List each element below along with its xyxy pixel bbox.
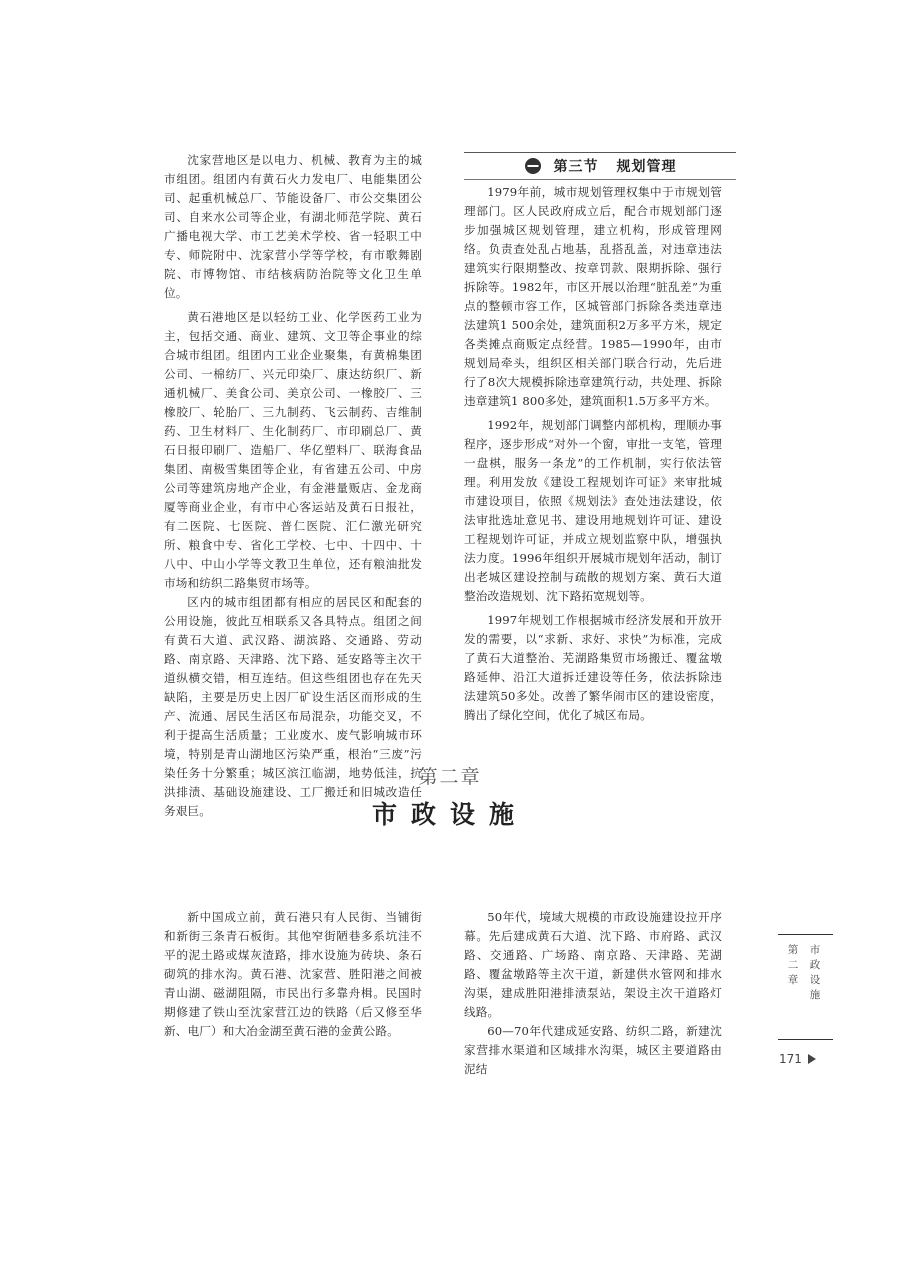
page-arrow-icon [808, 1054, 816, 1064]
paragraph: 新中国成立前，黄石港只有人民街、当铺街和新街三条青石板街。其他窄街陋巷多系坑洼不平的泥土路或煤灰渣路，排水设施为砖块、条石砌筑的排水沟。黄石港、沈家营、胜阳港之间被青山湖、磁湖阻隔，市民出行多靠舟楫。民国时期修建了铁山至沈家营江边的铁路（后又修至华新、电厂）和大冶金湖至黄石港的金黄公路。 [164, 910, 422, 1038]
paragraph: 1997年规划工作根据城市经济发展和开放开发的需要，以“求新、求好、求快”为标准，完成了黄石大道整治、芜湖路集贸市场搬迁、覆盆墩路延伸、沿江大道拆迁建设等任务，依法拆除违法建筑50多处。改善了繁华闹市区的建设密度，腾出了绿化空间，优化了城区布局。 [464, 613, 722, 722]
page-number-text: 171 [779, 1052, 802, 1066]
paragraph: 60—70年代建成延安路、纺织二路，新建沈家营排水渠道和区域排水沟渠，城区主要道路由泥结 [464, 1024, 722, 1076]
paragraph: 1992年，规划部门调整内部机构，理顺办事程序，逐步形成“对外一个窗，审批一支笔，管理一盘棋，服务一条龙”的工作机制，实行依法管理。利用发放《建设工程规划许可证》来审批城市建设项目，依照《规划法》查处违法建设，依法审批选址意见书、建设用地规划许可证、建设工程规划许可证，并成立规划监察中队，增强执法力度。1996年组织开展城市规划年活动，制订出老城区建设控制与疏散的规划方案、黄石大道整治改造规划、沈下路拓宽规划等。 [464, 418, 722, 603]
section-title: 规划管理 [616, 159, 677, 175]
page-number [779, 1052, 816, 1066]
side-tab-title: 市政设施 [809, 944, 821, 1001]
paragraph: 区内的城市组团都有相应的居民区和配套的公用设施，彼此互相联系又各具特点。组团之间有黄石大道、武汉路、湖滨路、交通路、劳动路、南京路、天津路、沈下路、延安路等主次干道纵横交错，相互连结。但这些组团也存在先天缺陷，主要是历史上因厂矿设生活区而形成的生产、流通、居民生活区布局混杂，功能交叉，不利于提高生活质量；工业废水、废气影响城市环境，特别是青山湖地区污染严重，根治“三废”污染任务十分繁重；城区滨江临湖，地势低洼，抗洪排渍、基础设施建设、工厂搬迁和旧城改造任务艰巨。 [164, 595, 422, 818]
top-left-column [164, 151, 422, 821]
paragraph: 50年代，境域大规模的市政设施建设拉开序幕。先后建成黄石大道、沈下路、市府路、武汉路、交通路、广场路、南京路、天津路、芜湖路、覆盆墩路等主次干道，新建供水管网和排水沟渠，建成胜阳港排渍泵站，架设主次干道路灯线路。 [464, 910, 722, 1019]
top-right-column [464, 183, 722, 725]
paragraph: 黄石港地区是以轻纺工业、化学医药工业为主，包括交通、商业、建筑、文卫等企事业的综合城市组团。组团内工业企业聚集，有黄棉集团公司、一棉纺厂、兴元印染厂、康达纺织厂、新通机械厂、美食公司、美京公司、一橡胶厂、三橡胶厂、轮胎厂、三九制药、飞云制药、吉维制药、卫生材料厂、生化制药厂、市印刷总厂、黄石日报印刷厂、造船厂、华亿塑料厂、联海食品集团、南极雪集团等企业，有省建五公司、中房公司等建筑房地产企业，有金港量贩店、金龙商厦等商业企业，有市中心客运站及黄石日报社，有二医院、七医院、普仁医院、汇仁激光研究所、粮食中专、省化工学校、七中、十四中、十八中、中山小学等文教卫生单位，还有粮油批发市场和纺织二路集贸市场等。 [164, 310, 422, 590]
section-heading [464, 152, 736, 180]
bottom-right-column [464, 908, 722, 1079]
chapter-title: 市政设施 [371, 800, 528, 829]
paragraph: 1979年前，城市规划管理权集中于市规划管理部门。区人民政府成立后，配合市规划部门逐步加强城区规划管理，建立机构，形成管理网络。负责查处乱占地基，乱搭乱盖，对违章违法建筑实行限期整改、按章罚款、限期拆除、强行拆除等。1982年，市区开展以治理“脏乱差”为重点的整顿市容工作，区城管部门拆除各类违章违法建筑1 500余处，建筑面积2万多平方米，规定各类摊点商贩定点经营。1985—1990年，由市规划局牵头，组织区相关部门联合行动，先后进行了8次大规模拆除违章建筑行动，共处理、拆除违章建筑1 800多处，建筑面积1.5万多平方米。 [464, 185, 722, 408]
chapter-number: 第二章 [418, 766, 482, 788]
chapter-side-tab [778, 934, 833, 1040]
bottom-left-column [164, 908, 422, 1041]
side-tab-chapter: 第二章 [787, 944, 799, 986]
section-emblem-icon [524, 157, 542, 175]
section-number: 第三节 [553, 159, 599, 175]
paragraph: 沈家营地区是以电力、机械、教育为主的城市组团。组团内有黄石火力发电厂、电能集团公司、起重机械总厂、节能设备厂、市公交集团公司、自来水公司等企业，有湖北师范学院、黄石广播电视大学、市工艺美术学校、省一轻职工中专、师院附中、沈家营小学等学校，有市歌舞剧院、市博物馆、市结核病防治院等文化卫生单位。 [164, 153, 422, 300]
